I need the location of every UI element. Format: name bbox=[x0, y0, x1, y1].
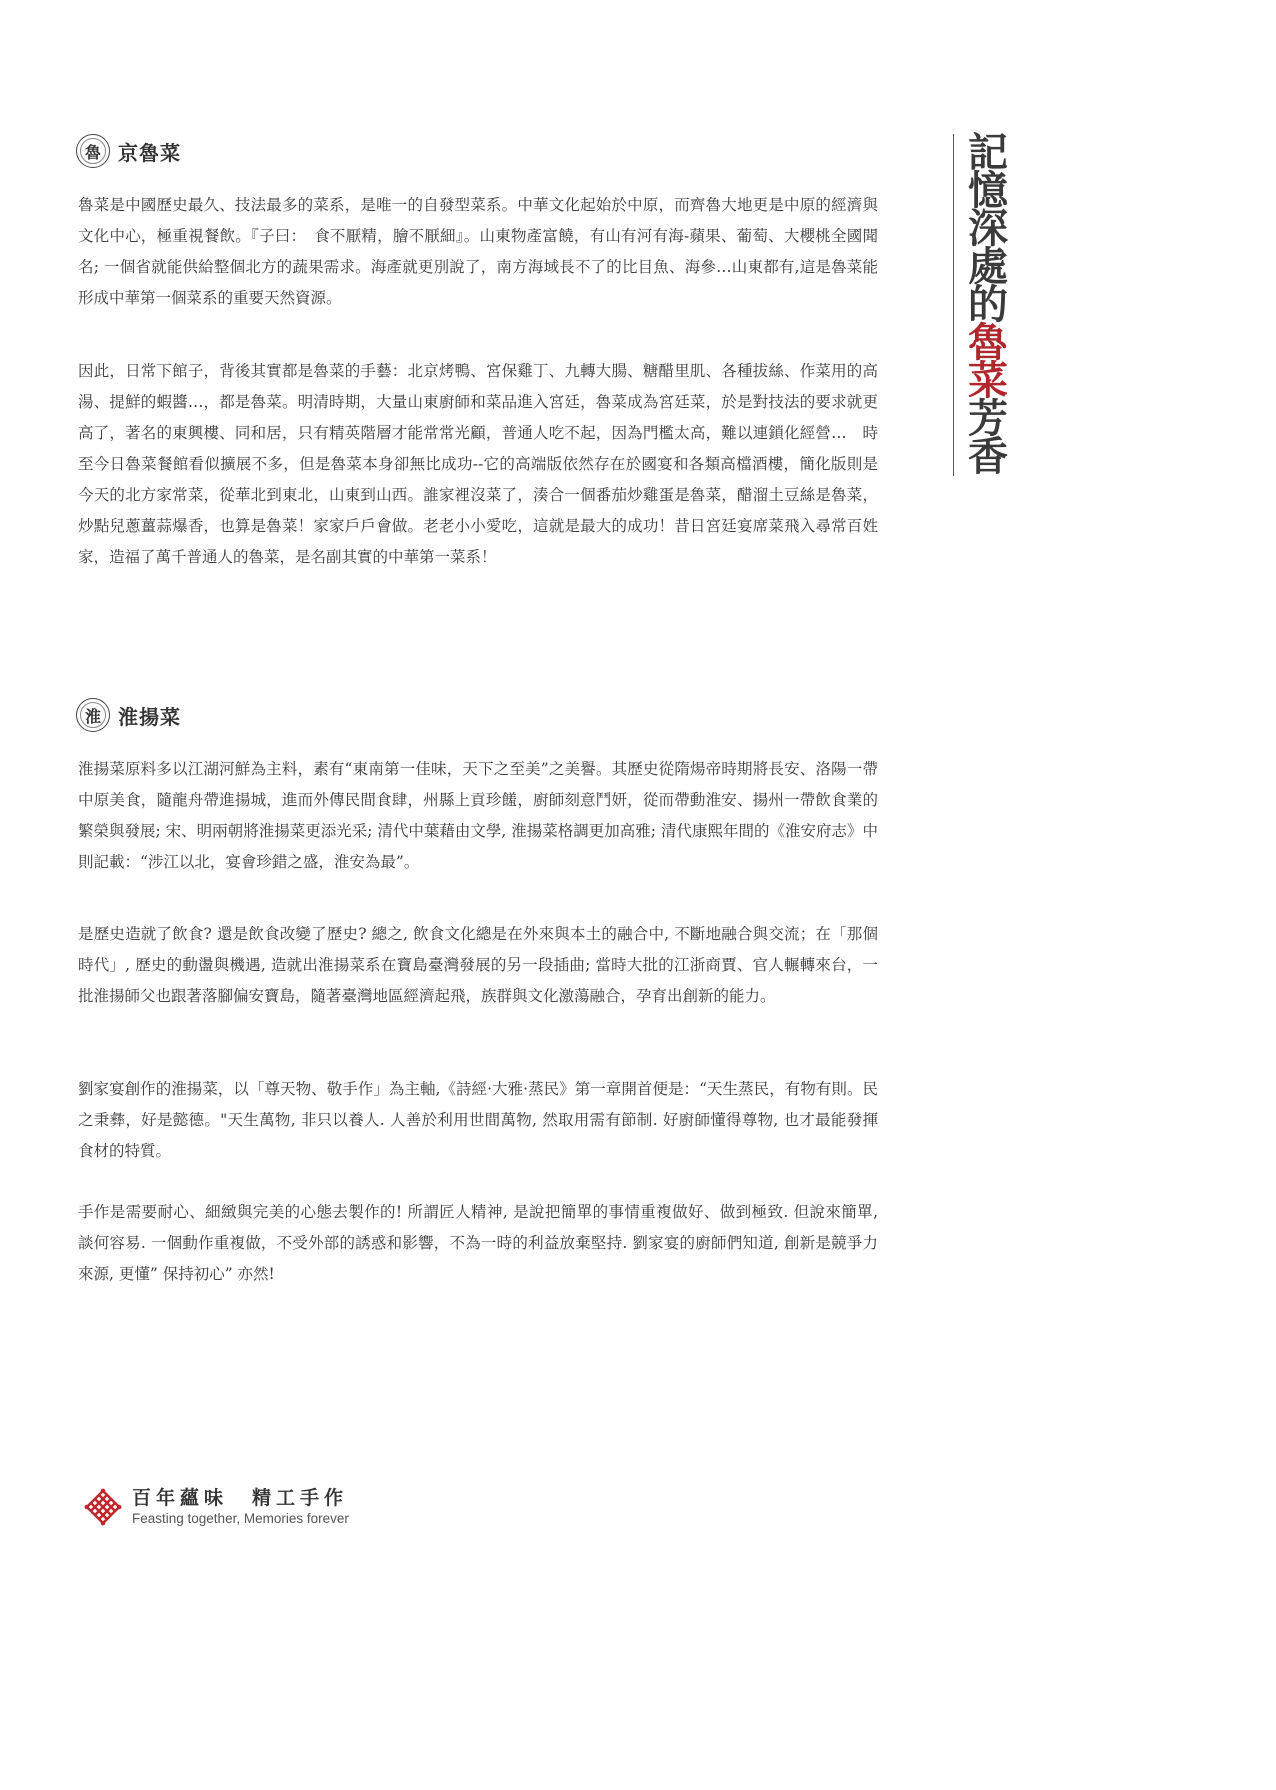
footer-slogan-en: Feasting together, Memories forever bbox=[132, 1511, 349, 1526]
paragraph: 因此，日常下館子，背後其實都是魯菜的手藝：北京烤鴨、宮保雞丁、九轉大腸、糖醋里肌、各種拔絲、作菜用的高湯、提鮮的蝦醬…，都是魯菜。明清時期，大量山東廚師和菜品進入宮廷，魯菜成為宮廷菜，於是對技法的要求就更高了，著名的東興樓、同和居，只有精英階層才能常常光顧，普通人吃不起，因為門檻太高，難以連鎖化經營… 時至今日魯菜餐館看似擴展不多，但是魯菜本身卻無比成功--它的高端版依然存在於國宴和各類高檔酒樓，簡化版則是今天的北方家常菜，從華北到東北，山東到山西。誰家裡沒菜了，湊合一個番茄炒雞蛋是魯菜，醋溜土豆絲是魯菜，炒點兒蔥薑蒜爆香，也算是魯菜！家家戶戶會做。老老小小愛吃，這就是最大的成功！昔日宮廷宴席菜飛入尋常百姓家，造福了萬千普通人的魯菜，是名副其實的中華第一菜系！ bbox=[78, 362, 878, 566]
footer-slogan: 百年蘊味 精工手作 bbox=[132, 1487, 349, 1509]
section-title: 淮揚菜 bbox=[118, 704, 181, 729]
vertical-title bbox=[953, 129, 1012, 480]
badge-char: 魯 bbox=[84, 142, 101, 162]
section-title: 京魯菜 bbox=[118, 140, 181, 165]
paragraph: 劉家宴創作的淮揚菜，以「尊天物、敬手作」為主軸,《詩經·大雅·蒸民》第一章開首便是：“天生蒸民，有物有則。民之秉彝，好是懿德。"天生萬物, 非只以養人. 人善於利用世間萬物, 然取用需有節制. 好廚師懂得尊物, 也才最能發揮食材的特質。 bbox=[78, 1080, 878, 1160]
title-char-accent: 魯 bbox=[968, 319, 1008, 366]
footer bbox=[84, 1486, 349, 1528]
section-header-huai bbox=[76, 698, 181, 732]
huai-badge-icon bbox=[76, 698, 110, 732]
title-char-accent: 菜 bbox=[968, 357, 1008, 404]
paragraph: 魯菜是中國歷史最久、技法最多的菜系，是唯一的自發型菜系。中華文化起始於中原，而齊魯大地更是中原的經濟與文化中心，極重視餐飲。『子曰： 食不厭精，膾不厭細』。山東物產富饒，有山有河有海-蘋果、葡萄、大櫻桃全國聞名; 一個省就能供給整個北方的蔬果需求。海產就更別說了，南方海域長不了的比目魚、海參…山東都有,這是魯菜能形成中華第一個菜系的重要天然資源。 bbox=[78, 196, 878, 307]
title-char: 芳 bbox=[968, 395, 1008, 442]
endless-knot-icon bbox=[84, 1488, 122, 1526]
lu-badge-icon bbox=[76, 134, 110, 168]
badge-char: 淮 bbox=[84, 706, 101, 726]
title-char: 的 bbox=[968, 281, 1008, 328]
title-char: 深 bbox=[968, 205, 1008, 252]
title-char: 憶 bbox=[968, 167, 1008, 214]
title-char: 香 bbox=[968, 433, 1008, 480]
section-header-lu bbox=[76, 134, 181, 168]
paragraph: 淮揚菜原料多以江湖河鮮為主料，素有“東南第一佳味，天下之至美”之美譽。其歷史從隋煬帝時期將長安、洛陽一帶中原美食，隨龍舟帶進揚城，進而外傳民間食肆，州縣上貢珍饈，廚師刻意鬥妍，從而帶動淮安、揚州一帶飲食業的繁榮與發展; 宋、明兩朝將淮揚菜更添光采; 清代中葉藉由文學, 淮揚菜格調更加高雅; 清代康熙年間的《淮安府志》中則記載：“涉江以北，宴會珍錯之盛，淮安為最”。 bbox=[78, 760, 878, 871]
title-char: 處 bbox=[968, 243, 1008, 290]
footer-text bbox=[132, 1486, 349, 1528]
paragraph: 是歷史造就了飲食? 還是飲食改變了歷史? 總之, 飲食文化總是在外來與本土的融合中, 不斷地融合與交流；在「那個時代」, 歷史的動盪與機遇, 造就出淮揚菜系在寶島臺灣發展的另一段插曲; 當時大批的江浙商賈、官人輾轉來台，一批淮揚師父也跟著落腳偏安寶島，隨著臺灣地區經濟起飛，族群與文化激蕩融合，孕育出創新的能力。 bbox=[78, 925, 878, 1005]
title-char: 記 bbox=[968, 129, 1008, 176]
paragraph: 手作是需要耐心、細緻與完美的心態去製作的! 所謂匠人精神, 是說把簡單的事情重複做好、做到極致. 但說來簡單, 談何容易. 一個動作重複做，不受外部的誘惑和影響，不為一時的利益放棄堅持. 劉家宴的廚師們知道, 創新是競爭力來源, 更懂” 保持初心” 亦然! bbox=[78, 1203, 878, 1283]
